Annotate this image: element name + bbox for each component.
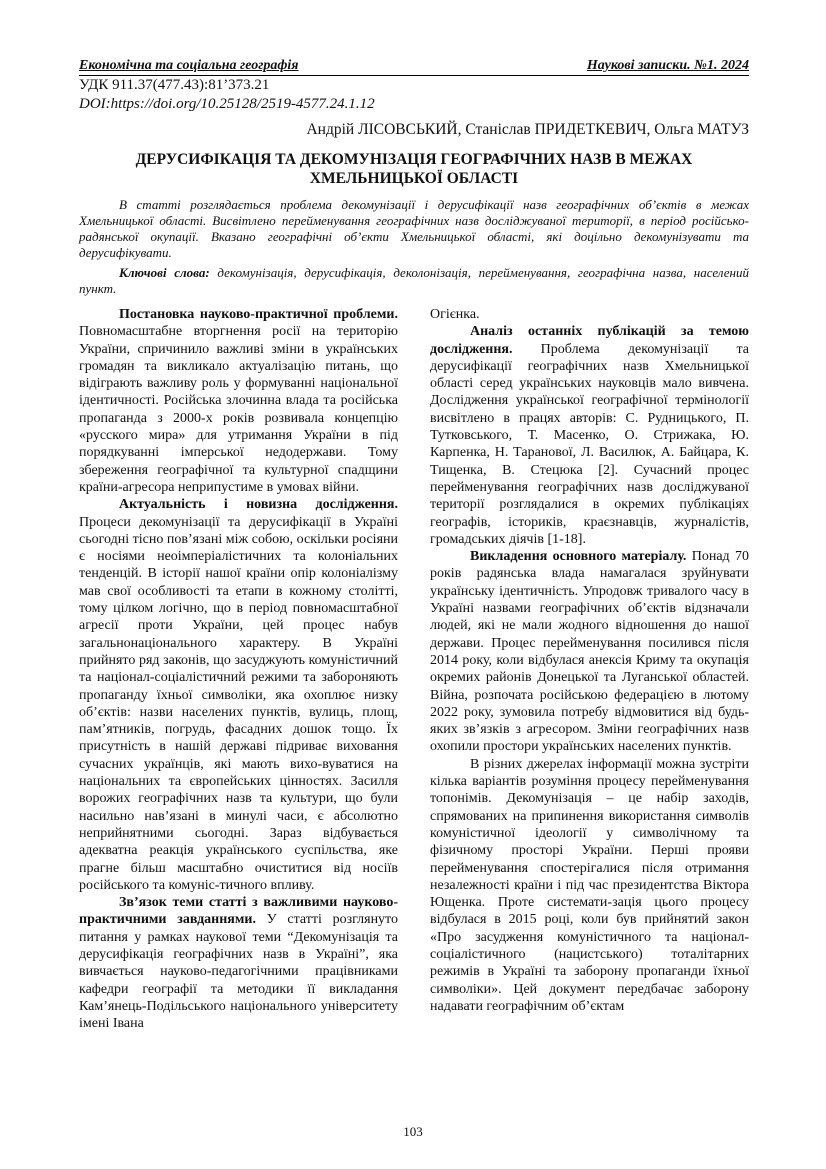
paragraph-text: Процеси декомунізації та дерусифікації в Україні сьогодні тісно пов’язані між собою, оскільки росіяни є носіями неоімперіалістичних та колоніальних тенденцій. В історії нашої країни опір колоніалізму мав свої особливості та етапи в кожному столітті, тому цілком логічно, що в період повномасштабної агресії проти України, цей процес набув загальнонаціонального характеру. В Україні прийнято ряд законів, що засуджують комуністичний та націонал-соціалістичний режими та забороняють пропаганду їхньої символіки, яка охоплює низку об’єктів: назви населених пунктів, вулиць, площ, пам’ятників, погрудь, фасадних дошок тощо. Їх присутність в нашій державі підриває виховання сучасних українців, які мають вихо-вуватися на національних та європейських цінностях. Засилля ворожих географічних назв та культури, що були насильно нав’язані в минулі часи, є абсолютно неприйнятними сьогодні. Зараз відбувається адекватна реакція українського суспільства, яке прагне більш масштабно очиститися від носіїв російського та комуніс-тичного впливу. [79, 514, 398, 893]
article-title: ДЕРУСИФІКАЦІЯ ТА ДЕКОМУНІЗАЦІЯ ГЕОГРАФІЧНИХ НАЗВ В МЕЖАХ ХМЕЛЬНИЦЬКОЇ ОБЛАСТІ [135, 151, 693, 187]
section-title: Економічна та соціальна географія [79, 58, 299, 73]
page-number: 103 [403, 1124, 423, 1139]
paragraph [430, 306, 749, 323]
authors: Андрій ЛІСОВСЬКИЙ, Станіслав ПРИДЕТКЕВИЧ, Ольга МАТУЗ [306, 121, 749, 138]
journal-issue: Наукові записки. №1. 2024 [586, 58, 749, 73]
paragraph [430, 548, 749, 756]
paragraph-text: Понад 70 років радянська влада намагалася зруйнувати українську ідентичність. Упродовж тривалого часу в Україні назвами географічних об’єктів відзначали людей, які не мали жодного відношення до нашої держави. Процес перейменування посилився після 2014 року, коли відбулася анексія Криму та окупація окремих районів Донецької та Луганської областей. Війна, розпочата російською федерацією в лютому 2022 року, зумовила потребу відмовитися від будь-яких зв’язків з агресором. Зміни географічних назв охопили простори українських населених пунктів. [430, 549, 749, 755]
section-heading: Постановка науково-практичної проблеми. [119, 307, 398, 322]
keywords [79, 265, 749, 297]
abstract: В статті розглядається проблема декомунізації і дерусифікації назв географічних об’єктів в межах Хмельницької області. Висвітлено перейменування географічних назв досліджуваної території, в період російсько-радянської окупації. Вказано географічні об’єкти Хмельницької області, які доцільно декомунізувати та дерусифікувати. [79, 197, 749, 260]
paragraph [79, 306, 398, 496]
paragraph-text: Повномасштабне вторгнення росії на територію України, спричинило важливі зміни в українських громадян та викликало актуалізацію питань, що відіграють важливу роль у формуванні національної ідентичності. Російська злочинна влада та російська пропаганда з 2000-х років розвивала концепцію «русского мира» для утримання України в під порядкуванні імперської недодержави. Тому збереження географічної та культурної спадщини країни-агресора неприпустиме в умовах війни. [79, 324, 398, 495]
paragraph-text: Огієнка. [430, 307, 480, 322]
page [79, 57, 749, 1032]
doi-link[interactable]: DOI:https://doi.org/10.25128/2519-4577.24.1.12 [79, 96, 375, 112]
paragraph [430, 756, 749, 1015]
body-columns [79, 306, 749, 1032]
keywords-text: декомунізація, дерусифікація, деколонізація, перейменування, географічна назва, населений пункт. [79, 265, 749, 296]
paragraph-text: В різних джерелах інформації можна зустріти кілька варіантів розуміння процесу перейменування топонімів. Декомунізація – це набір заходів, спрямованих на припинення використання символів комуністичної ідеології у символічному та фізичному просторі України. Перші прояви перейменування спостерігалися після отримання незалежності країни і під час президентства Віктора Ющенка. Проте системати-зація цього процесу відбулася в 2015 році, коли був прийнятий закон «Про засудження комуністичного та націонал-соціалістичного (нацистського) тоталітарних режимів в Україні та заборону пропаганди їхньої символіки». Цей документ передбачає заборону надавати географічним об’єктам [430, 756, 749, 1014]
paragraph-text: У статті розглянуто питання у рамках наукової теми “Декомунізація та дерусифікація географічних назв в Україні”, яка вивчається науково-педагогічними працівниками кафедри географії та методики її викладання Кам’янець-Подільського національного університету імені Івана [79, 912, 398, 1032]
udc-code: УДК 911.37(477.43):81’373.21 [79, 77, 270, 93]
paragraph [79, 496, 398, 894]
article-meta [79, 76, 749, 114]
section-heading: Зв’язок теми статті з важливими науково-практичними завданнями. [79, 895, 398, 928]
paragraph [430, 323, 749, 548]
left-column [79, 306, 398, 1032]
paragraph-text: Проблема декомунізації та дерусифікації географічних назв Хмельницької області серед українських науковців мало вивчена. Дослідження української географічної термінології висвітлено в працях авторів: С. Рудницького, П. Тутковського, Т. Масенко, О. Стрижака, Ю. Карпенка, Н. Таранової, Л. Василюк, А. Байцара, К. Тищенка, В. Стецюка [2]. Сучасний процес перейменування географічних назв досліджуваної території розглядалися в окремих публікаціях географів, істориків, краєзнавців, журналістів, громадських діячів [1-18]. [430, 341, 749, 547]
section-heading: Актуальність і новизна дослідження. [119, 497, 398, 513]
running-header [79, 57, 749, 76]
paragraph [79, 894, 398, 1032]
section-heading: Аналіз останніх публікацій за темою дослідження. [430, 324, 749, 357]
right-column [430, 306, 749, 1032]
keywords-label: Ключові слова: [119, 265, 210, 280]
section-heading: Викладення основного матеріалу. [470, 549, 687, 565]
